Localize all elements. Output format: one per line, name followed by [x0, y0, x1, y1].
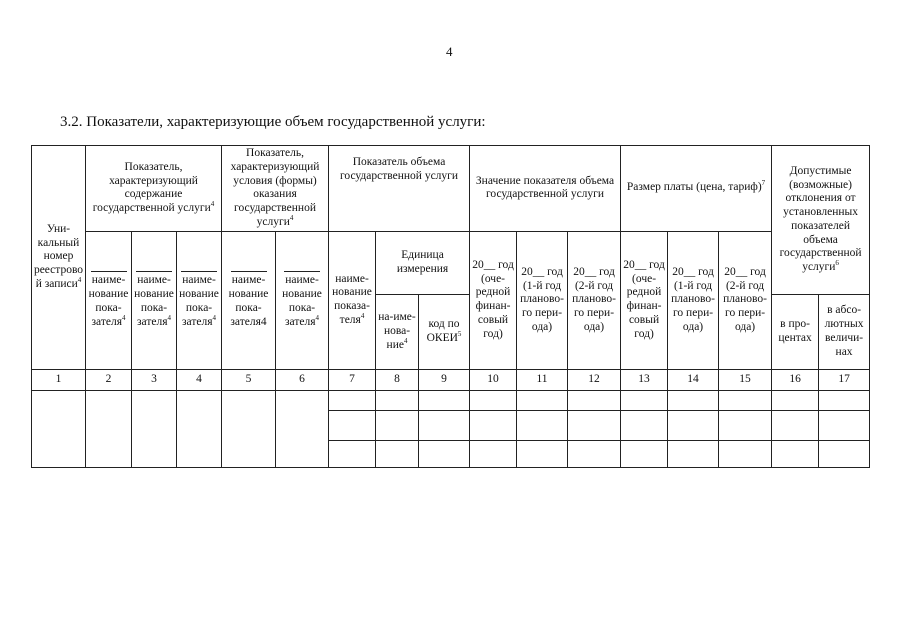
- empty-cell[interactable]: [517, 390, 568, 410]
- column-number: 7: [329, 369, 376, 390]
- header-unique-record: Уни-кальный номер реестровой записи$^4$: [32, 146, 86, 370]
- empty-cell[interactable]: [719, 390, 772, 410]
- column-number: 1: [32, 369, 86, 390]
- column-number: 17: [819, 369, 870, 390]
- empty-cell[interactable]: [222, 390, 276, 467]
- header-volume-indicator: Показатель объема государственной услуги: [329, 146, 470, 232]
- empty-cell[interactable]: [132, 390, 177, 467]
- empty-cell[interactable]: [819, 410, 870, 440]
- page-number: 4: [446, 44, 453, 59]
- empty-cell[interactable]: [568, 390, 621, 410]
- empty-cell[interactable]: [719, 410, 772, 440]
- column-number: 13: [621, 369, 668, 390]
- header-value-plan2: 20__ год (2-й год планово-го пери-ода): [568, 231, 621, 369]
- empty-cell[interactable]: [470, 410, 517, 440]
- empty-cell[interactable]: [86, 390, 132, 467]
- header-cond-name-2: наиме-нование пока-зателя$^4$: [276, 231, 329, 369]
- header-value-plan1: 20__ год (1-й год планово-го пери-ода): [517, 231, 568, 369]
- empty-cell[interactable]: [419, 390, 470, 410]
- column-number: 11: [517, 369, 568, 390]
- empty-cell[interactable]: [772, 390, 819, 410]
- empty-cell[interactable]: [668, 440, 719, 467]
- column-number: 4: [177, 369, 222, 390]
- column-number: 6: [276, 369, 329, 390]
- header-content-name-1: наиме-нование пока-зателя$^4$: [86, 231, 132, 369]
- empty-cell[interactable]: [668, 390, 719, 410]
- header-content-name-3: наиме-нование пока-зателя$^4$: [177, 231, 222, 369]
- column-number: 9: [419, 369, 470, 390]
- header-content-name-2: наиме-нование пока-зателя$^4$: [132, 231, 177, 369]
- column-number: 5: [222, 369, 276, 390]
- empty-cell[interactable]: [719, 440, 772, 467]
- header-deviations: Допустимые (возможные) отклонения от установленных показателей объема государственной услуги$^6$: [772, 146, 870, 295]
- header-fee: Размер платы (цена, тариф)$^7$: [621, 146, 772, 232]
- header-value-current: 20__ год (оче-редной финан-совый год): [470, 231, 517, 369]
- header-content-indicator: Показатель, характеризующий содержание государственной услуги$^4$: [86, 146, 222, 232]
- empty-cell[interactable]: [177, 390, 222, 467]
- column-number: 3: [132, 369, 177, 390]
- header-dev-percent: в про-центах: [772, 294, 819, 369]
- volume-indicators-table: [31, 145, 870, 468]
- column-number: 12: [568, 369, 621, 390]
- empty-cell[interactable]: [772, 440, 819, 467]
- header-dev-absolute: в абсо-лютных величи-нах: [819, 294, 870, 369]
- empty-cell[interactable]: [568, 410, 621, 440]
- empty-cell[interactable]: [329, 390, 376, 410]
- header-unit-name: на-име-нова-ние$^4$: [376, 294, 419, 369]
- empty-cell[interactable]: [419, 440, 470, 467]
- empty-cell[interactable]: [568, 440, 621, 467]
- empty-cell[interactable]: [32, 390, 86, 467]
- empty-cell[interactable]: [419, 410, 470, 440]
- empty-cell[interactable]: [621, 390, 668, 410]
- column-number: 16: [772, 369, 819, 390]
- empty-cell[interactable]: [621, 410, 668, 440]
- empty-cell[interactable]: [819, 390, 870, 410]
- column-number: 2: [86, 369, 132, 390]
- empty-cell[interactable]: [276, 390, 329, 467]
- column-number-row: [32, 369, 870, 390]
- empty-cell[interactable]: [470, 440, 517, 467]
- empty-cell[interactable]: [329, 440, 376, 467]
- header-volume-name: наиме-нование показа-теля$^4$: [329, 231, 376, 369]
- header-cond-name-1: наиме-нование пока-зателя4: [222, 231, 276, 369]
- header-fee-plan1: 20__ год (1-й год планово-го пери-ода): [668, 231, 719, 369]
- header-unit: Единица измерения: [376, 231, 470, 294]
- header-row-1: [32, 146, 870, 232]
- empty-cell[interactable]: [772, 410, 819, 440]
- empty-cell[interactable]: [376, 390, 419, 410]
- header-fee-plan2: 20__ год (2-й год планово-го пери-ода): [719, 231, 772, 369]
- empty-cell[interactable]: [517, 410, 568, 440]
- header-row-2: [32, 231, 870, 294]
- empty-cell[interactable]: [621, 440, 668, 467]
- header-unit-code: код по ОКЕИ$^5$: [419, 294, 470, 369]
- empty-cell[interactable]: [376, 410, 419, 440]
- empty-cell[interactable]: [329, 410, 376, 440]
- column-number: 10: [470, 369, 517, 390]
- empty-cell[interactable]: [470, 390, 517, 410]
- section-title: 3.2. Показатели, характеризующие объем государственной услуги:: [60, 114, 486, 130]
- header-fee-current: 20__ год (оче-редной финан-совый год): [621, 231, 668, 369]
- column-number: 14: [668, 369, 719, 390]
- empty-cell[interactable]: [668, 410, 719, 440]
- column-number: 8: [376, 369, 419, 390]
- table-row: [32, 390, 870, 410]
- column-number: 15: [719, 369, 772, 390]
- empty-cell[interactable]: [819, 440, 870, 467]
- empty-cell[interactable]: [376, 440, 419, 467]
- header-conditions-indicator: Показатель, характеризующий условия (формы) оказания государственной услуги$^4$: [222, 146, 329, 232]
- header-volume-value: Значение показателя объема государственной услуги: [470, 146, 621, 232]
- empty-cell[interactable]: [517, 440, 568, 467]
